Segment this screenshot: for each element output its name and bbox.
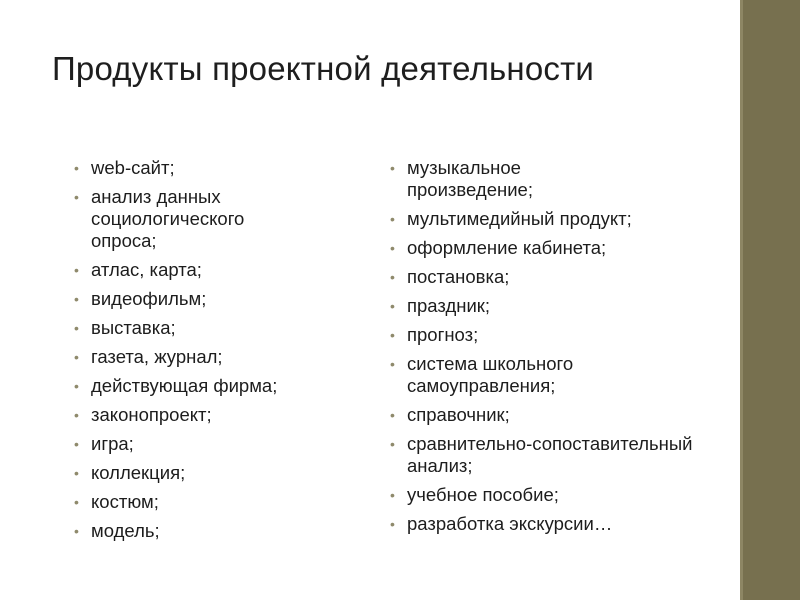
list-item-text: коллекция; bbox=[91, 462, 186, 483]
left-bullet-list bbox=[74, 157, 374, 549]
list-item bbox=[390, 433, 730, 477]
list-item-text: система школьного самоуправления; bbox=[407, 353, 574, 396]
bullet-icon: • bbox=[74, 349, 79, 365]
list-item bbox=[390, 157, 730, 201]
list-item bbox=[74, 186, 374, 252]
bullet-icon: • bbox=[390, 327, 395, 343]
list-item-text: web-сайт; bbox=[91, 157, 175, 178]
bullet-icon: • bbox=[74, 465, 79, 481]
bullet-icon: • bbox=[74, 494, 79, 510]
list-item-text: видеофильм; bbox=[91, 288, 207, 309]
list-item bbox=[74, 288, 374, 310]
bullet-icon: • bbox=[74, 262, 79, 278]
list-item-text: учебное пособие; bbox=[407, 484, 559, 505]
list-item-text: газета, журнал; bbox=[91, 346, 223, 367]
list-item-text: справочник; bbox=[407, 404, 510, 425]
bullet-icon: • bbox=[74, 378, 79, 394]
side-bar-edge bbox=[740, 0, 743, 600]
list-item bbox=[74, 259, 374, 281]
list-item-text: игра; bbox=[91, 433, 134, 454]
bullet-icon: • bbox=[74, 407, 79, 423]
bullet-icon: • bbox=[390, 487, 395, 503]
list-item bbox=[390, 237, 730, 259]
list-item bbox=[74, 375, 374, 397]
list-item bbox=[74, 462, 374, 484]
right-bullet-list bbox=[390, 157, 730, 542]
bullet-icon: • bbox=[390, 516, 395, 532]
list-item bbox=[390, 353, 730, 397]
list-item-text: прогноз; bbox=[407, 324, 479, 345]
list-item-text: оформление кабинета; bbox=[407, 237, 607, 258]
slide-title: Продукты проектной деятельности bbox=[52, 50, 595, 87]
list-item-text: анализ данных социологического опроса; bbox=[91, 186, 245, 251]
list-item-text: выставка; bbox=[91, 317, 176, 338]
list-item bbox=[390, 208, 730, 230]
list-item-text: костюм; bbox=[91, 491, 159, 512]
list-item bbox=[390, 324, 730, 346]
bullet-icon: • bbox=[74, 160, 79, 176]
list-item-text: разработка экскурсии… bbox=[407, 513, 613, 534]
list-item bbox=[74, 317, 374, 339]
list-item bbox=[74, 433, 374, 455]
bullet-icon: • bbox=[390, 160, 395, 176]
bullet-icon: • bbox=[390, 211, 395, 227]
bullet-icon: • bbox=[390, 407, 395, 423]
list-item bbox=[390, 513, 730, 535]
list-item bbox=[74, 157, 374, 179]
list-item-text: законопроект; bbox=[91, 404, 212, 425]
bullet-icon: • bbox=[74, 320, 79, 336]
list-item-text: атлас, карта; bbox=[91, 259, 202, 280]
list-item-text: модель; bbox=[91, 520, 160, 541]
bullet-icon: • bbox=[390, 356, 395, 372]
bullet-icon: • bbox=[74, 436, 79, 452]
bullet-icon: • bbox=[74, 189, 79, 205]
list-item bbox=[390, 404, 730, 426]
bullet-icon: • bbox=[390, 298, 395, 314]
list-item-text: мультимедийный продукт; bbox=[407, 208, 632, 229]
bullet-icon: • bbox=[74, 523, 79, 539]
list-item bbox=[74, 520, 374, 542]
list-item-text: действующая фирма; bbox=[91, 375, 278, 396]
bullet-icon: • bbox=[390, 240, 395, 256]
bullet-icon: • bbox=[74, 291, 79, 307]
list-item bbox=[74, 404, 374, 426]
list-item-text: сравнительно-сопоставительный анализ; bbox=[407, 433, 693, 476]
bullet-icon: • bbox=[390, 269, 395, 285]
decorative-side-bar bbox=[740, 0, 800, 600]
list-item bbox=[390, 295, 730, 317]
list-item bbox=[74, 491, 374, 513]
list-item-text: праздник; bbox=[407, 295, 491, 316]
list-item-text: музыкальное произведение; bbox=[407, 157, 533, 200]
list-item bbox=[74, 346, 374, 368]
list-item-text: постановка; bbox=[407, 266, 510, 287]
bullet-icon: • bbox=[390, 436, 395, 452]
list-item bbox=[390, 484, 730, 506]
list-item bbox=[390, 266, 730, 288]
